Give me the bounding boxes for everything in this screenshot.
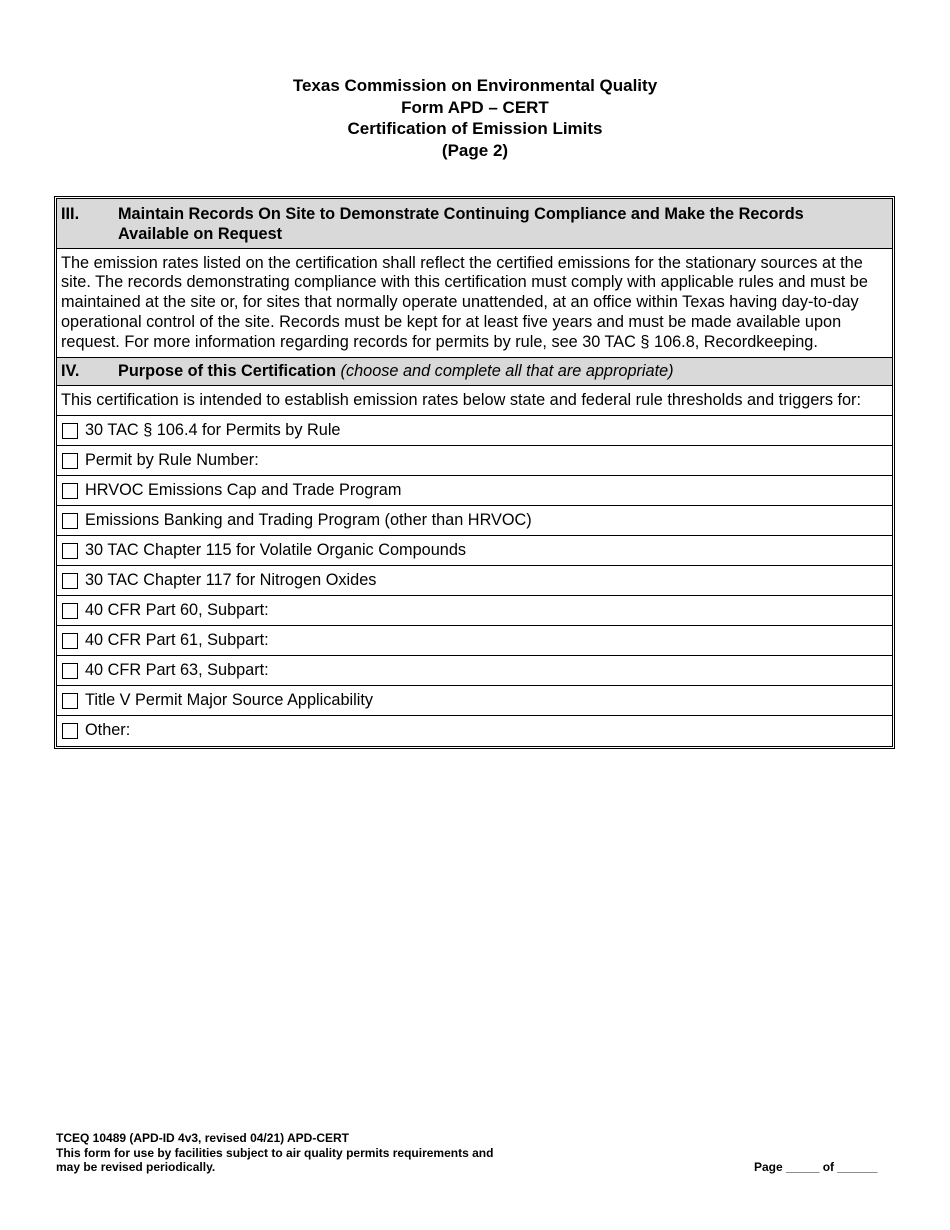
document-header xyxy=(0,75,950,161)
option-label: Title V Permit Major Source Applicability xyxy=(85,690,374,709)
form-title: Certification of Emission Limits xyxy=(347,119,603,138)
footer-note-line1: This form for use by facilities subject to air quality permits requirements and xyxy=(56,1145,494,1160)
section-iii-title xyxy=(118,205,888,245)
section-iii-number: III. xyxy=(61,205,80,223)
option-label: 40 CFR Part 61, Subpart: xyxy=(85,630,269,649)
checkbox-chapter-115[interactable] xyxy=(62,543,78,559)
checkbox-emissions-banking[interactable] xyxy=(62,513,78,529)
option-label: Other: xyxy=(85,721,131,740)
section-iii-header xyxy=(57,199,892,249)
footer-form-info xyxy=(56,1131,493,1175)
section-iii-body: The emission rates listed on the certification shall reflect the certified emissions for the stationary sources at the site. The records demonstrating compliance with this certification must comply with applicable rules and must be maintained at the site or, for sites that normally operate unattended, at an office within Texas having day-to-day operational control of the site. Records must be kept for at least five years and must be made available upon request. For more information regarding records for permits by rule, see 30 TAC § 106.8, Recordkeeping. xyxy=(57,249,892,358)
section-iv-number: IV. xyxy=(61,361,80,380)
option-label: Permit by Rule Number: xyxy=(85,450,259,469)
checkbox-title-v[interactable] xyxy=(62,693,78,709)
option-row-cfr-63[interactable] xyxy=(57,656,892,686)
checkbox-pbr-number[interactable] xyxy=(62,453,78,469)
checkbox-cfr-63[interactable] xyxy=(62,663,78,679)
section-iii-title-line1: Maintain Records On Site to Demonstrate Continuing Compliance and Make the Records xyxy=(118,205,804,223)
checkbox-hrvoc[interactable] xyxy=(62,483,78,499)
option-row-title-v[interactable] xyxy=(57,686,892,716)
option-row-chapter-117[interactable] xyxy=(57,566,892,596)
form-name: Form APD – CERT xyxy=(401,97,549,117)
section-iv-title xyxy=(118,362,888,382)
option-row-hrvoc[interactable] xyxy=(57,476,892,506)
option-row-chapter-115[interactable] xyxy=(57,536,892,566)
option-row-emissions-banking[interactable] xyxy=(57,506,892,536)
footer-note-line2: may be revised periodically. xyxy=(56,1160,216,1174)
page-label: (Page 2) xyxy=(441,140,509,160)
option-label: HRVOC Emissions Cap and Trade Program xyxy=(85,480,402,499)
section-iv-subtitle: (choose and complete all that are appropriate) xyxy=(340,361,674,380)
agency-name: Texas Commission on Environmental Quality xyxy=(292,76,658,95)
checkbox-106-4[interactable] xyxy=(62,423,78,439)
section-iii-title-line2: Available on Request xyxy=(118,224,283,243)
checkbox-cfr-61[interactable] xyxy=(62,633,78,649)
section-iv-title-text: Purpose of this Certification xyxy=(118,361,337,380)
footer-page-of: Page _____ of ______ xyxy=(754,1160,878,1174)
option-label: 30 TAC Chapter 117 for Nitrogen Oxides xyxy=(85,570,377,589)
checkbox-other[interactable] xyxy=(62,723,78,739)
section-iv-intro: This certification is intended to establish emission rates below state and federal rule thresholds and triggers for: xyxy=(57,386,892,416)
option-label: Emissions Banking and Trading Program (other than HRVOC) xyxy=(85,510,532,529)
checkbox-chapter-117[interactable] xyxy=(62,573,78,589)
option-row-cfr-60[interactable] xyxy=(57,596,892,626)
footer-form-id: TCEQ 10489 (APD-ID 4v3, revised 04/21) APD-CERT xyxy=(56,1131,349,1145)
option-row-pbr-number[interactable] xyxy=(57,446,892,476)
section-iv-header xyxy=(57,358,892,387)
option-label: 30 TAC § 106.4 for Permits by Rule xyxy=(85,420,341,439)
checkbox-cfr-60[interactable] xyxy=(62,603,78,619)
option-label: 30 TAC Chapter 115 for Volatile Organic Compounds xyxy=(85,540,467,559)
option-row-106-4[interactable] xyxy=(57,416,892,446)
option-row-other[interactable] xyxy=(57,716,892,746)
certification-form-table xyxy=(54,196,895,749)
option-label: 40 CFR Part 63, Subpart: xyxy=(85,660,269,679)
option-row-cfr-61[interactable] xyxy=(57,626,892,656)
option-label: 40 CFR Part 60, Subpart: xyxy=(85,600,269,619)
